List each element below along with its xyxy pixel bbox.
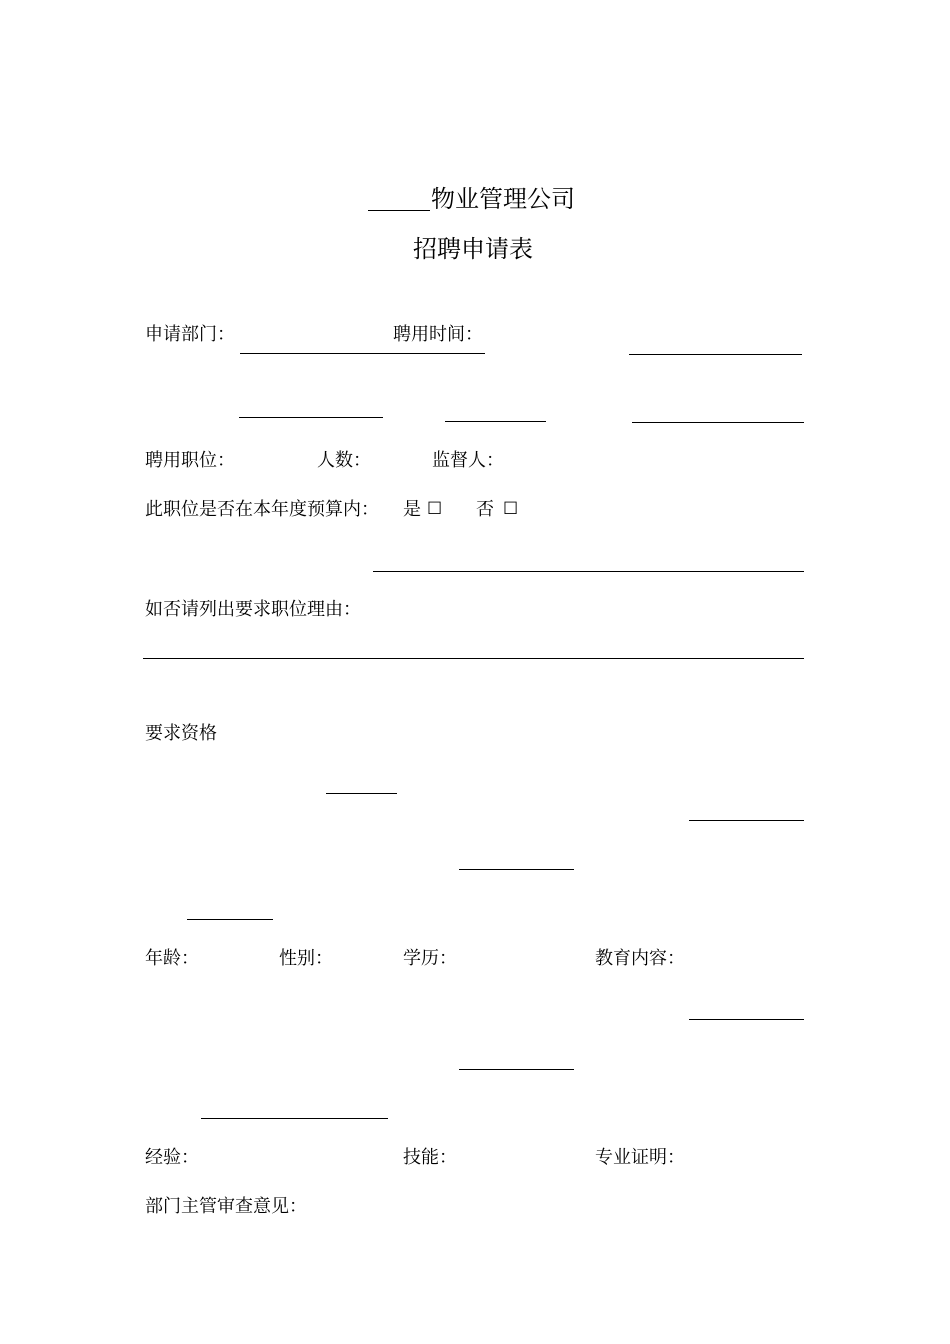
apply-dept-label: 申请部门：	[145, 324, 235, 345]
experience-label: 经验：	[145, 1147, 199, 1168]
dept-head-opinion-label: 部门主管审查意见：	[145, 1196, 307, 1217]
page-title: 物业管理公司	[431, 185, 575, 213]
supervisor-label: 监督人：	[432, 450, 504, 471]
no-label: 否	[476, 499, 494, 520]
apply-dept-field[interactable]	[240, 353, 485, 354]
yes-checkbox[interactable]: ☐	[427, 499, 443, 519]
supervisor-field[interactable]	[632, 422, 804, 423]
position-label: 聘用职位：	[145, 450, 235, 471]
headcount-field[interactable]	[445, 421, 546, 422]
education-field[interactable]	[459, 869, 574, 870]
no-checkbox[interactable]: ☐	[503, 499, 519, 519]
hire-time-field[interactable]	[629, 354, 802, 355]
reason-field-line-2[interactable]	[143, 658, 804, 659]
gender-field[interactable]	[187, 919, 273, 920]
reason-field-line-1[interactable]	[373, 571, 804, 572]
skills-label: 技能：	[403, 1147, 457, 1168]
experience-field[interactable]	[201, 1118, 388, 1119]
position-field[interactable]	[239, 417, 383, 418]
page-subtitle: 招聘申请表	[413, 235, 533, 263]
education-label: 学历：	[403, 948, 457, 969]
reason-label: 如否请列出要求职位理由：	[145, 599, 361, 620]
budget-question: 此职位是否在本年度预算内：	[145, 499, 379, 520]
age-field[interactable]	[326, 793, 397, 794]
yes-label: 是	[403, 499, 421, 520]
headcount-label: 人数：	[317, 450, 371, 471]
certificate-field[interactable]	[689, 1019, 804, 1020]
certificate-label: 专业证明：	[595, 1147, 685, 1168]
age-label: 年龄：	[145, 948, 199, 969]
company-name-blank[interactable]	[368, 210, 430, 211]
skills-field[interactable]	[459, 1069, 574, 1070]
qualifications-heading: 要求资格	[145, 723, 217, 744]
hire-time-label: 聘用时间：	[393, 324, 483, 345]
education-content-label: 教育内容：	[595, 948, 685, 969]
gender-label: 性别：	[279, 948, 333, 969]
education-content-field[interactable]	[689, 820, 804, 821]
